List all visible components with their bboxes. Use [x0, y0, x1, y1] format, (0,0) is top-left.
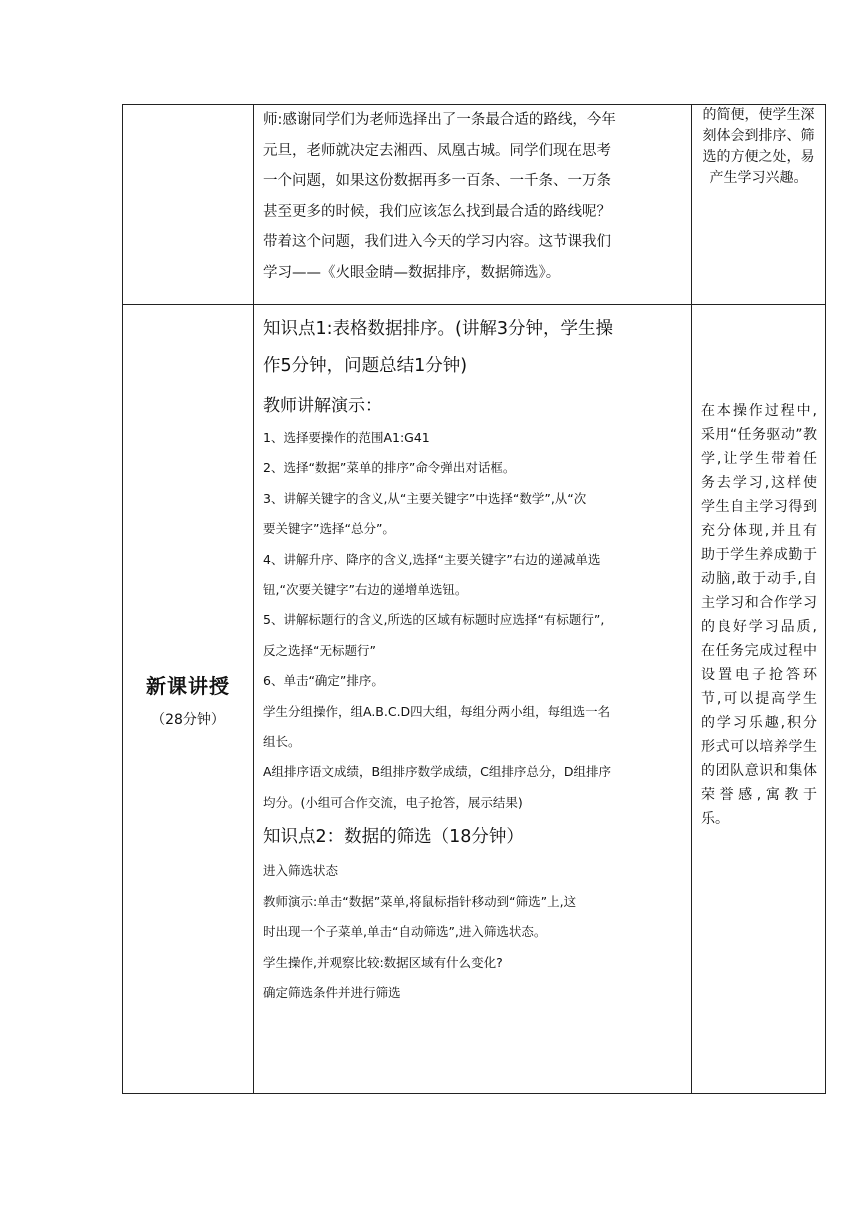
empty-section-cell [123, 105, 254, 305]
intro-text [254, 105, 691, 289]
intro-line: 学习——《火眼金睛—数据排序，数据筛选》。 [263, 264, 561, 281]
new-lesson-row [123, 305, 826, 1094]
step-line: 3、讲解关键字的含义,从“主要关键字”中选择“数学”,从“次 [263, 490, 587, 506]
step-line: 2、选择“数据”菜单的排序”命令弹出对话框。 [263, 460, 516, 476]
step-line: 钮,“次要关键字”右边的递增单选钮。 [263, 582, 468, 598]
intro-line: 带着这个问题，我们进入今天的学习内容。这节课我们 [263, 234, 611, 251]
group-task-line: 学生分组操作，组A.B.C.D四大组，每组分两小组，每组选一名 [263, 703, 611, 719]
step-line: 6、单击“确定”排序。 [263, 673, 384, 689]
intro-row [123, 105, 826, 305]
group-task-line: 均分。(小组可合作交流，电子抢答，展示结果) [263, 794, 523, 810]
knowledge-point-1-line: 作5分钟，问题总结1分钟) [263, 356, 468, 376]
step-line: 要关键字”选择“总分”。 [263, 521, 395, 537]
design-note: 在本操作过程中,采用“任务驱动”教学,让学生带着任务去学习,这样使学生自主学习得到充分体现,并且有助于学生养成勤于动脑,敢于动手,自主学习和合作学习的良好学习品质,在任务完成过程中设置电子抢答环节,可以提高学生的学习乐趣,积分形式可以培养学生的团队意识和集体荣誉感,寓教于乐。 [701, 403, 817, 827]
section-time: （28分钟） [151, 711, 225, 728]
filter-step-line: 进入筛选状态 [263, 863, 339, 879]
intro-cell [254, 105, 692, 305]
content-cell [254, 305, 692, 1094]
knowledge-point-2: 知识点2：数据的筛选（18分钟） [263, 827, 524, 848]
step-line: 1、选择要操作的范围A1:G41 [263, 430, 430, 445]
design-note-cell [692, 305, 826, 1094]
filter-step-line: 教师演示:单击“数据”菜单,将鼠标指针移动到“筛选”上,这 [263, 893, 577, 909]
intro-line: 一个问题，如果这份数据再多一百条、一千条、一万条 [263, 173, 611, 190]
step-line: 5、讲解标题行的含义,所选的区域有标题时应选择“有标题行”, [263, 612, 605, 628]
group-task-line: A组排序语文成绩，B组排序数学成绩，C组排序总分，D组排序 [263, 764, 611, 780]
lesson-plan-table [122, 104, 826, 1094]
section-cell [123, 305, 254, 1094]
intro-line: 元旦，老师就决定去湘西、凤凰古城。同学们现在思考 [263, 142, 611, 159]
intro-line: 师:感谢同学们为老师选择出了一条最合适的路线，今年 [263, 112, 616, 128]
step-line: 4、讲解升序、降序的含义,选择“主要关键字”右边的递减单选 [263, 551, 601, 567]
filter-step-line: 确定筛选条件并进行筛选 [263, 984, 401, 1000]
filter-step-line: 学生操作,并观察比较:数据区域有什么变化? [263, 954, 503, 970]
knowledge-point-1-line: 知识点1:表格数据排序。(讲解3分钟，学生操 [263, 319, 613, 339]
intro-line: 甚至更多的时候，我们应该怎么找到最合适的路线呢？ [263, 203, 611, 220]
group-task-line: 组长。 [263, 734, 301, 750]
step-line: 反之选择“无标题行” [263, 642, 376, 658]
intro-design-note: 的简便，使学生深刻体会到排序、筛选的方便之处，易产生学习兴趣。 [702, 107, 815, 186]
intro-note-cell [692, 105, 826, 305]
filter-step-line: 时出现一个子菜单,单击“自动筛选”,进入筛选状态。 [263, 924, 547, 940]
demo-heading: 教师讲解演示： [263, 396, 382, 416]
lesson-content [254, 305, 691, 1008]
section-title: 新课讲授 [146, 673, 230, 698]
